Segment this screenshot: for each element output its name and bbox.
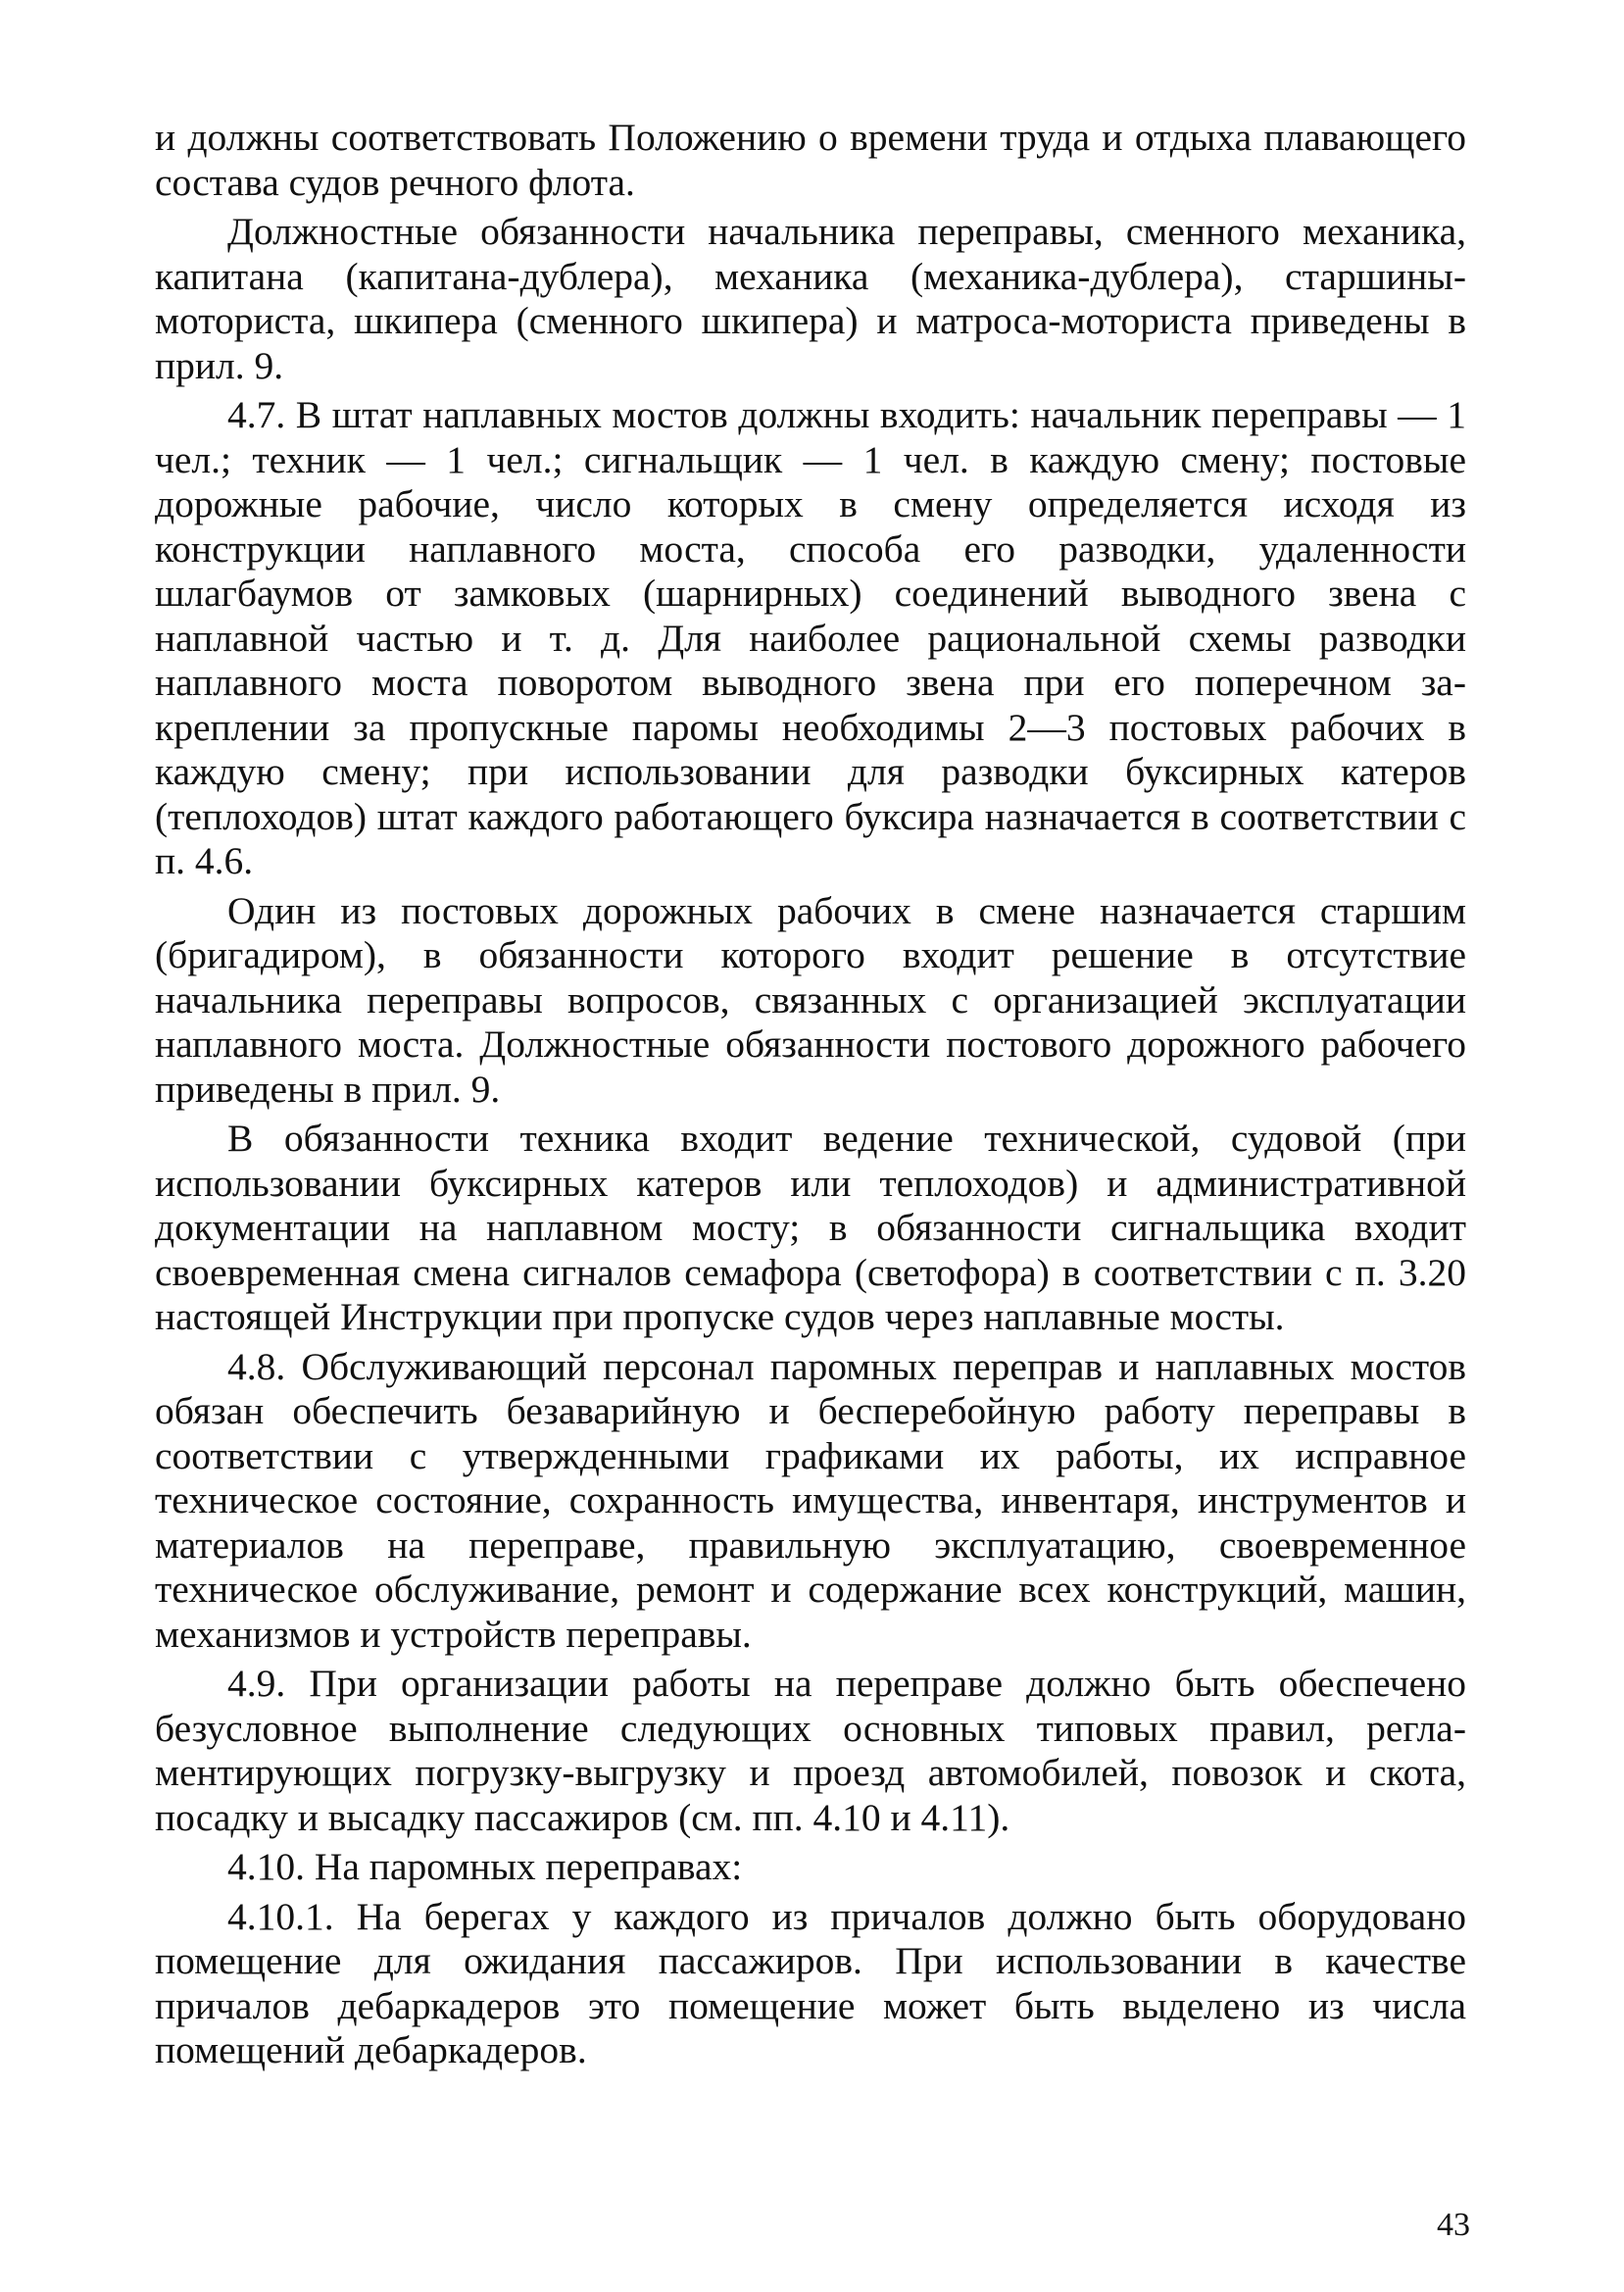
page-number: 43 <box>1437 2207 1470 2243</box>
paragraph-4-10: 4.10. На паромных переправах: <box>227 1845 743 1888</box>
document-page <box>155 116 1466 2078</box>
paragraph-senior-worker: Один из постовых дорожных рабочих в смене назначается старшим (бригадиром), в обязанности которого входит решение в отсутствие начальника переправы вопросов, связанных с организацией эксплуатации наплавного моста. Должностные обязанности постового дорожного рабочего приведены в прил. 9. <box>155 888 1466 1111</box>
paragraph-continuation: и должны соответствовать Положению о времени труда и отдыха плавающего состава судов речного флота. <box>155 116 1466 204</box>
paragraph-4-9: 4.9. При организации работы на переправе должно быть обеспечено безусловное выполнение следующих основных типовых правил, регламентирующих погрузку-выгрузку и проезд автомобилей, повозок и скота, посадку и высадку пассажиров (см. пп. 4.10 и 4.11). <box>155 1662 1466 1839</box>
paragraph-duties-ferry-staff: Должностные обязанности начальника переправы, сменного механика, капитана (капитана-дублера), механика (механика-дублера), старшины-моториста, шкипера (сменного шкипера) и матроса-моториста приведены в прил. 9. <box>155 210 1466 387</box>
paragraph-4-8: 4.8. Обслуживающий персонал паромных переправ и наплавных мостов обязан обеспечить безаварийную и бесперебойную работу переправы в соответствии с утвержденными графиками их работы, их исправное техническое состояние, сохранность имущества, инвентаря, инструментов и материалов на переправе, правильную эксплуатацию, своевременное техническое обслуживание, ремонт и содержание всех конструкций, машин, механизмов и устройств переправы. <box>155 1344 1466 1656</box>
paragraph-technician-duties: В обязанности техника входит ведение технической, судовой (при использовании буксирных катеров или теплоходов) и административной документации на наплавном мосту; в обязанности сигнальщика входит своевременная смена сигналов семафора (светофора) в соответствии с п. 3.20 настоящей Инструкции при пропуске судов через наплавные мосты. <box>155 1117 1466 1338</box>
paragraph-4-10-1: 4.10.1. На берегах у каждого из причалов должно быть оборудовано помещение для ожидания пассажиров. При использовании в качестве причалов дебаркадеров это помещение может быть выделено из числа помещений дебаркадеров. <box>155 1894 1466 2071</box>
paragraph-4-7: 4.7. В штат наплавных мостов должны входить: начальник переправы — 1 чел.; техник — 1 чел.; сигнальщик — 1 чел. в каждую смену; постовые дорожные рабочие, число которых в смену определяется исходя из конструкции наплавного моста, способа его разводки, удаленности шлагбаумов от замковых (шарнирных) соединений выводного звена с наплавной частью и т. д. Для наиболее рациональной схемы разводки наплавного моста поворотом выводного звена при его поперечном закреплении за пропускные паромы необходимы 2—3 постовых рабочих в каждую смену; при использовании для разводки буксирных катеров (теплоходов) штат каждого работающего буксира назначается в соответствии с п. 4.6. <box>155 393 1466 882</box>
